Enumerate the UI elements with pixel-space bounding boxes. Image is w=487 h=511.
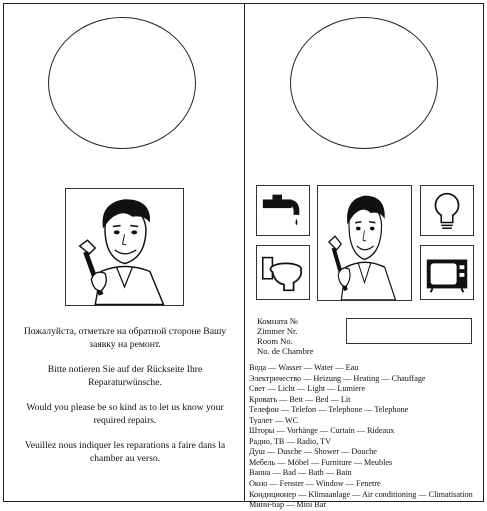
room-label-russian: Комната № xyxy=(257,316,299,326)
toilet-icon xyxy=(257,246,309,299)
room-number-field[interactable] xyxy=(346,318,472,344)
faucet-icon xyxy=(257,186,309,235)
vocab-furniture: Мебель — Möbel — Furniture — Meubles xyxy=(249,457,393,467)
light-bulb-box xyxy=(420,185,474,236)
repair-request-message xyxy=(10,325,240,477)
vocab-mini-bar: Мини-бар — Mini Bar xyxy=(249,500,327,510)
vocab-heating: Электричество — Heizung — Heating — Chauffage xyxy=(249,373,426,383)
message-russian: Пожалуйста, отметьте на обратной стороне Вашу заявку на ремонт. xyxy=(23,326,227,350)
light-bulb-icon xyxy=(421,186,473,235)
room-label-french: No. de Chambre xyxy=(257,346,314,356)
plumber-illustration-front xyxy=(65,188,184,306)
vocab-wc: Туалет — WC xyxy=(249,415,299,425)
vocab-water: Вода — Wasser — Water — Eau xyxy=(249,363,359,372)
message-french: Veuillez nous indiquer les reparations a faire dans la chamber au verso. xyxy=(24,440,226,464)
plumber-icon xyxy=(66,189,183,305)
door-hanger-front xyxy=(3,3,245,502)
vocab-bed: Кровать — Bett — Bed — Lit xyxy=(249,394,351,404)
door-knob-hole xyxy=(290,17,438,149)
plumber-icon xyxy=(318,186,411,300)
vocab-shower: Душ — Dusche — Shower — Douche xyxy=(249,447,377,457)
room-number-labels xyxy=(257,316,314,356)
door-hanger-back xyxy=(244,3,484,510)
repair-vocabulary-list xyxy=(249,363,473,511)
faucet-box xyxy=(256,185,310,236)
message-english: Would you please be so kind as to let us know your required repairs. xyxy=(26,402,224,426)
vocab-curtain: Шторы — Vorhänge — Curtain — Rideaux xyxy=(249,426,395,436)
room-label-german: Zimmer Nr. xyxy=(257,326,298,336)
vocab-radio-tv: Радио, ТВ — Radio, TV xyxy=(249,436,332,446)
vocab-window: Окно — Fenster — Window — Fenetre xyxy=(249,479,381,489)
television-box xyxy=(420,245,474,300)
vocab-light: Свет — Licht — Light — Lumiere xyxy=(249,384,366,394)
vocab-bath: Ванна — Bad — Bath — Bain xyxy=(249,468,352,478)
television-icon xyxy=(421,246,473,299)
room-label-english: Room No. xyxy=(257,336,293,346)
toilet-box xyxy=(256,245,310,300)
message-german: Bitte notieren Sie auf der Rückseite Ihre Reparaturwünsche. xyxy=(47,364,203,388)
vocab-telephone: Телефон — Telefon — Telephone — Telephone xyxy=(249,405,409,415)
plumber-illustration-back xyxy=(317,185,412,301)
vocab-air-conditioning: Кондиционер — Klimaanlage — Air conditioning — Climatisation xyxy=(249,489,473,499)
door-knob-hole xyxy=(48,17,196,149)
